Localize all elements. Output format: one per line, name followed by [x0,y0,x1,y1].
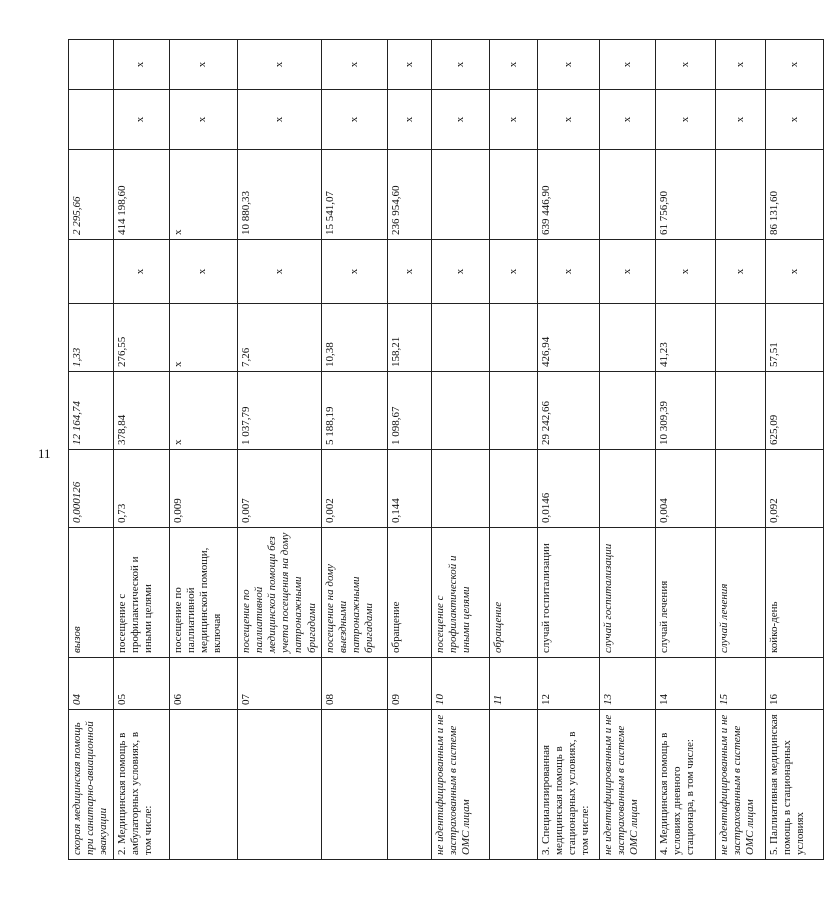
code-cell: 15 [715,658,765,710]
code-cell: 05 [113,658,169,710]
table-row [237,40,321,860]
section-cell: скорая медицинская помощь при санитарно-авиационной эвакуации [69,710,114,860]
cost-cell: 29 242,66 [537,372,599,450]
cost-cell [715,372,765,450]
cost-cell: 625,09 [765,372,823,450]
code-cell: 07 [237,658,321,710]
code-cell: 14 [655,658,715,710]
col9-cell: х [765,90,823,150]
col10-cell: х [599,40,655,90]
section-cell [237,710,321,860]
col9-cell: х [321,90,387,150]
col10-cell [69,40,114,90]
section-cell: 3. Специализированная медицинская помощь в стационарных условиях, в том числе: [537,710,599,860]
norm-cell: 0,73 [113,450,169,528]
sum-cell: 61 756,90 [655,150,715,240]
tariff-table [68,39,824,860]
per-capita-cell: 158,21 [387,304,431,372]
col9-cell: х [387,90,431,150]
table-row [537,40,599,860]
table-row [765,40,823,860]
col7-cell: х [431,240,489,304]
section-cell: 5. Паллиативная медицинская помощь в стационарных условиях [765,710,823,860]
norm-cell: 0,144 [387,450,431,528]
unit-cell: вызов [69,528,114,658]
code-cell: 13 [599,658,655,710]
col9-cell: х [537,90,599,150]
norm-cell: 0,004 [655,450,715,528]
cost-cell: х [169,372,237,450]
col7-cell: х [113,240,169,304]
sum-cell: 10 880,33 [237,150,321,240]
col9-cell: х [169,90,237,150]
norm-cell [715,450,765,528]
sum-cell: 639 446,90 [537,150,599,240]
col10-cell: х [655,40,715,90]
code-cell: 11 [489,658,537,710]
per-capita-cell: 10,38 [321,304,387,372]
sum-cell: 86 131,60 [765,150,823,240]
sum-cell [489,150,537,240]
sum-cell [599,150,655,240]
rotated-table-sheet [68,40,807,860]
section-cell: не идентифицированным и не застрахованным в системе ОМС лицам [715,710,765,860]
col9-cell: х [599,90,655,150]
table-row [489,40,537,860]
col10-cell: х [537,40,599,90]
norm-cell: 0,092 [765,450,823,528]
unit-cell: посещение с профилактической и иными целями [113,528,169,658]
unit-cell: посещение по паллиативной медицинской помощи без учета посещения на дому патронажными бригадами [237,528,321,658]
cost-cell [431,372,489,450]
section-cell: 2. Медицинская помощь в амбулаторных условиях, в том числе: [113,710,169,860]
per-capita-cell: 276,55 [113,304,169,372]
col9-cell: х [489,90,537,150]
col7-cell: х [169,240,237,304]
col7-cell [69,240,114,304]
col7-cell: х [655,240,715,304]
col10-cell: х [715,40,765,90]
code-cell: 06 [169,658,237,710]
per-capita-cell [431,304,489,372]
section-cell [169,710,237,860]
norm-cell [489,450,537,528]
norm-cell [431,450,489,528]
per-capita-cell [489,304,537,372]
norm-cell: 0,0146 [537,450,599,528]
cost-cell [599,372,655,450]
cost-cell: 1 037,79 [237,372,321,450]
table-row [69,40,114,860]
col7-cell: х [537,240,599,304]
table-row [599,40,655,860]
sum-cell [431,150,489,240]
section-cell [387,710,431,860]
table-row [387,40,431,860]
per-capita-cell: 41,23 [655,304,715,372]
col10-cell: х [113,40,169,90]
code-cell: 04 [69,658,114,710]
per-capita-cell [599,304,655,372]
code-cell: 12 [537,658,599,710]
col7-cell: х [715,240,765,304]
unit-cell: случай лечения [715,528,765,658]
per-capita-cell: 7,26 [237,304,321,372]
col9-cell: х [237,90,321,150]
cost-cell: 1 098,67 [387,372,431,450]
code-cell: 16 [765,658,823,710]
col10-cell: х [321,40,387,90]
col9-cell: х [655,90,715,150]
unit-cell: обращение [489,528,537,658]
cost-cell: 378,84 [113,372,169,450]
cost-cell: 5 188,19 [321,372,387,450]
unit-cell: случай лечения [655,528,715,658]
per-capita-cell: 426,94 [537,304,599,372]
col7-cell: х [387,240,431,304]
norm-cell: 0,002 [321,450,387,528]
section-cell [321,710,387,860]
col9-cell: х [113,90,169,150]
col7-cell: х [321,240,387,304]
section-cell: не идентифицированным и не застрахованным в системе ОМС лицам [431,710,489,860]
cost-cell: 12 164,74 [69,372,114,450]
per-capita-cell: х [169,304,237,372]
unit-cell: посещение по паллиативной медицинской помощи, включая [169,528,237,658]
table-row [321,40,387,860]
sum-cell: 15 541,07 [321,150,387,240]
per-capita-cell [715,304,765,372]
code-cell: 10 [431,658,489,710]
unit-cell: посещение на дому выездными патронажными бригадами [321,528,387,658]
col10-cell: х [765,40,823,90]
col7-cell: х [489,240,537,304]
per-capita-cell: 57,51 [765,304,823,372]
section-cell: 4. Медицинская помощь в условиях дневного стационара, в том числе: [655,710,715,860]
table-body [69,40,824,860]
code-cell: 08 [321,658,387,710]
table-row [113,40,169,860]
norm-cell: 0,000126 [69,450,114,528]
col10-cell: х [169,40,237,90]
per-capita-cell: 1,33 [69,304,114,372]
sum-cell [715,150,765,240]
norm-cell: 0,007 [237,450,321,528]
sum-cell: 236 954,60 [387,150,431,240]
unit-cell: случай госпитализации [599,528,655,658]
sum-cell: х [169,150,237,240]
col9-cell [69,90,114,150]
unit-cell: случай госпитализации [537,528,599,658]
unit-cell: обращение [387,528,431,658]
norm-cell [599,450,655,528]
col7-cell: х [237,240,321,304]
col7-cell: х [599,240,655,304]
code-cell: 09 [387,658,431,710]
col7-cell: х [765,240,823,304]
col10-cell: х [489,40,537,90]
sum-cell: 2 295,66 [69,150,114,240]
cost-cell [489,372,537,450]
cost-cell: 10 309,39 [655,372,715,450]
table-row [169,40,237,860]
col9-cell: х [431,90,489,150]
norm-cell: 0,009 [169,450,237,528]
section-cell: не идентифицированным и не застрахованным в системе ОМС лицам [599,710,655,860]
table-row [655,40,715,860]
col10-cell: х [237,40,321,90]
unit-cell: койко-день [765,528,823,658]
unit-cell: посещение с профилактической и иными целями [431,528,489,658]
col10-cell: х [431,40,489,90]
table-row [715,40,765,860]
col10-cell: х [387,40,431,90]
sum-cell: 414 198,60 [113,150,169,240]
col9-cell: х [715,90,765,150]
section-cell [489,710,537,860]
table-row [431,40,489,860]
page-number: 11 [38,446,51,461]
